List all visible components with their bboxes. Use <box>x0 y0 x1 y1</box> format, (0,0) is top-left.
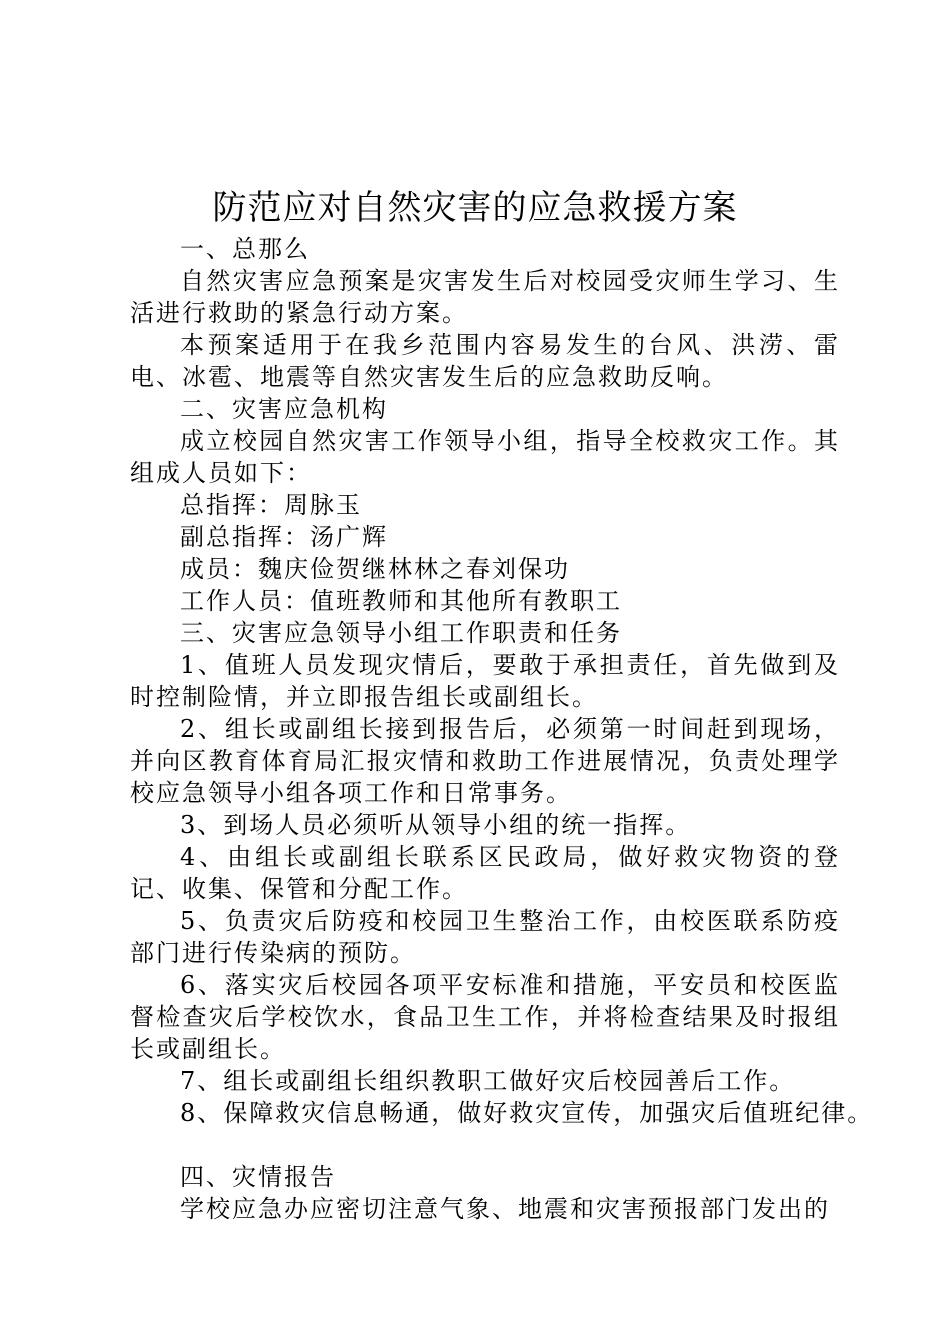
duty-item-5: 5、负责灾后防疫和校园卫生整治工作，由校医联系防疫部门进行传染病的预防。 <box>130 907 840 967</box>
paragraph-scope: 本预案适用于在我乡范围内容易发生的台风、洪涝、雷电、冰雹、地震等自然灾害发生后的应急救助反响。 <box>130 331 840 391</box>
duty-item-2: 2、组长或副组长接到报告后，必须第一时间赶到现场，并向区教育体育局汇报灾情和救助工作进展情况，负责处理学校应急领导小组各项工作和日常事务。 <box>130 715 840 807</box>
member-list: 成员：魏庆俭贺继林林之春刘保功 <box>180 555 570 583</box>
section-heading-report: 四、灾情报告 <box>180 1163 336 1191</box>
member-staff: 工作人员：值班教师和其他所有教职工 <box>180 587 622 615</box>
section-heading-organization: 二、灾害应急机构 <box>180 395 388 423</box>
paragraph-leading-group: 成立校园自然灾害工作领导小组，指导全校救灾工作。其组成人员如下： <box>130 427 840 487</box>
member-commander: 总指挥：周脉玉 <box>180 491 362 519</box>
section-heading-general: 一、总那么 <box>180 235 310 263</box>
blank-line <box>130 1129 840 1161</box>
paragraph-report: 学校应急办应密切注意气象、地震和灾害预报部门发出的 <box>180 1195 830 1223</box>
section-heading-duties: 三、灾害应急领导小组工作职责和任务 <box>180 619 622 647</box>
document-title: 防范应对自然灾害的应急救援方案 <box>212 188 738 228</box>
duty-item-3: 3、到场人员必须听从领导小组的统一指挥。 <box>180 811 692 839</box>
duty-item-6: 6、落实灾后校园各项平安标准和措施，平安员和校医监督检查灾后学校饮水，食品卫生工作，并将检查结果及时报组长或副组长。 <box>130 971 840 1063</box>
duty-item-1: 1、值班人员发现灾情后，要敢于承担责任，首先做到及时控制险情，并立即报告组长或副组长。 <box>130 651 840 711</box>
duty-item-4: 4、由组长或副组长联系区民政局，做好救灾物资的登记、收集、保管和分配工作。 <box>130 843 840 903</box>
document-body <box>130 233 874 1225</box>
paragraph-definition: 自然灾害应急预案是灾害发生后对校园受灾师生学习、生活进行救助的紧急行动方案。 <box>130 267 840 327</box>
duty-item-8: 8、保障救灾信息畅通，做好救灾宣传，加强灾后值班纪律。 <box>180 1099 874 1127</box>
member-deputy-commander: 副总指挥：汤广辉 <box>180 523 388 551</box>
duty-item-7: 7、组长或副组长组织教职工做好灾后校园善后工作。 <box>180 1067 796 1095</box>
